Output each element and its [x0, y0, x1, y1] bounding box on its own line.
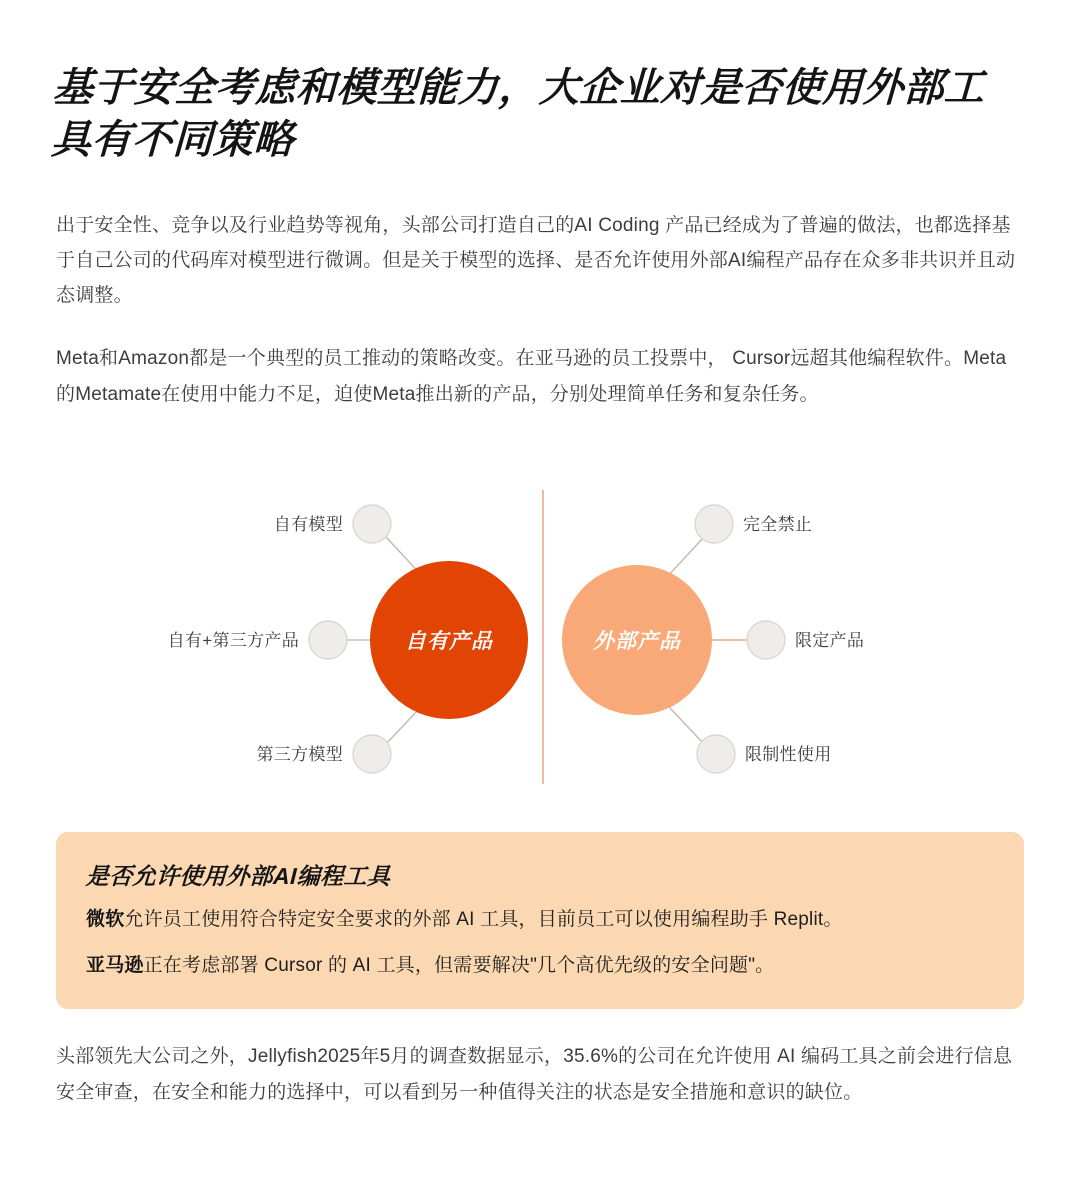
callout-lead-microsoft: 微软	[86, 908, 125, 930]
node-label-left-top: 自有模型	[273, 514, 343, 534]
node-label-right-middle: 限定产品	[795, 630, 865, 650]
node-circle-right-bottom[interactable]	[697, 735, 735, 773]
callout-line-microsoft	[86, 905, 994, 935]
callout-line-amazon	[86, 951, 994, 981]
callout-lead-amazon: 亚马逊	[86, 955, 144, 977]
node-label-right-top: 完全禁止	[743, 514, 813, 534]
node-label-right-bottom: 限制性使用	[745, 744, 832, 764]
paragraph-jellyfish: 头部领先大公司之外，Jellyfish2025年5月的调查数据显示，35.6%的公司在允许使用 AI 编码工具之前会进行信息安全审查，在安全和能力的选择中，可以看到另一种值得关注的状态是安全措施和意识的缺位。	[56, 1046, 1013, 1103]
diagram-svg	[56, 472, 1024, 802]
node-label-left-middle: 自有+第三方产品	[167, 630, 299, 650]
node-circle-right-middle[interactable]	[747, 621, 785, 659]
node-label-left-bottom: 第三方模型	[256, 744, 343, 764]
callout-title: 是否允许使用外部AI编程工具	[85, 862, 392, 889]
strategy-diagram	[56, 472, 1024, 802]
node-circle-left-bottom[interactable]	[353, 735, 391, 773]
callout-rest-microsoft: 允许员工使用符合特定安全要求的外部 AI 工具，目前员工可以使用编程助手 Replit。	[124, 908, 843, 930]
node-circle-left-top[interactable]	[353, 505, 391, 543]
page-title: 基于安全考虑和模型能力，大企业对是否使用外部工具有不同策略	[50, 66, 986, 162]
callout-rest-amazon: 正在考虑部署 Cursor 的 AI 工具，但需要解决"几个高优先级的安全问题"。	[143, 955, 775, 977]
hub-label-own-product: 自有产品	[405, 629, 493, 653]
paragraph-meta-amazon: Meta和Amazon都是一个典型的员工推动的策略改变。在亚马逊的员工投票中， Cursor远超其他编程软件。Meta的Metamate在使用中能力不足，迫使Meta推出新的产品，分别处理简单任务和复杂任务。	[56, 348, 1007, 405]
callout-box	[56, 832, 1024, 1010]
node-circle-left-middle[interactable]	[309, 621, 347, 659]
paragraph-intro: 出于安全性、竞争以及行业趋势等视角，头部公司打造自己的AI Coding 产品已经成为了普遍的做法，也都选择基于自己公司的代码库对模型进行微调。但是关于模型的选择、是否允许使用外部AI编程产品存在众多非共识并且动态调整。	[56, 215, 1016, 307]
hub-label-external-product: 外部产品	[593, 629, 681, 653]
node-circle-right-top[interactable]	[695, 505, 733, 543]
